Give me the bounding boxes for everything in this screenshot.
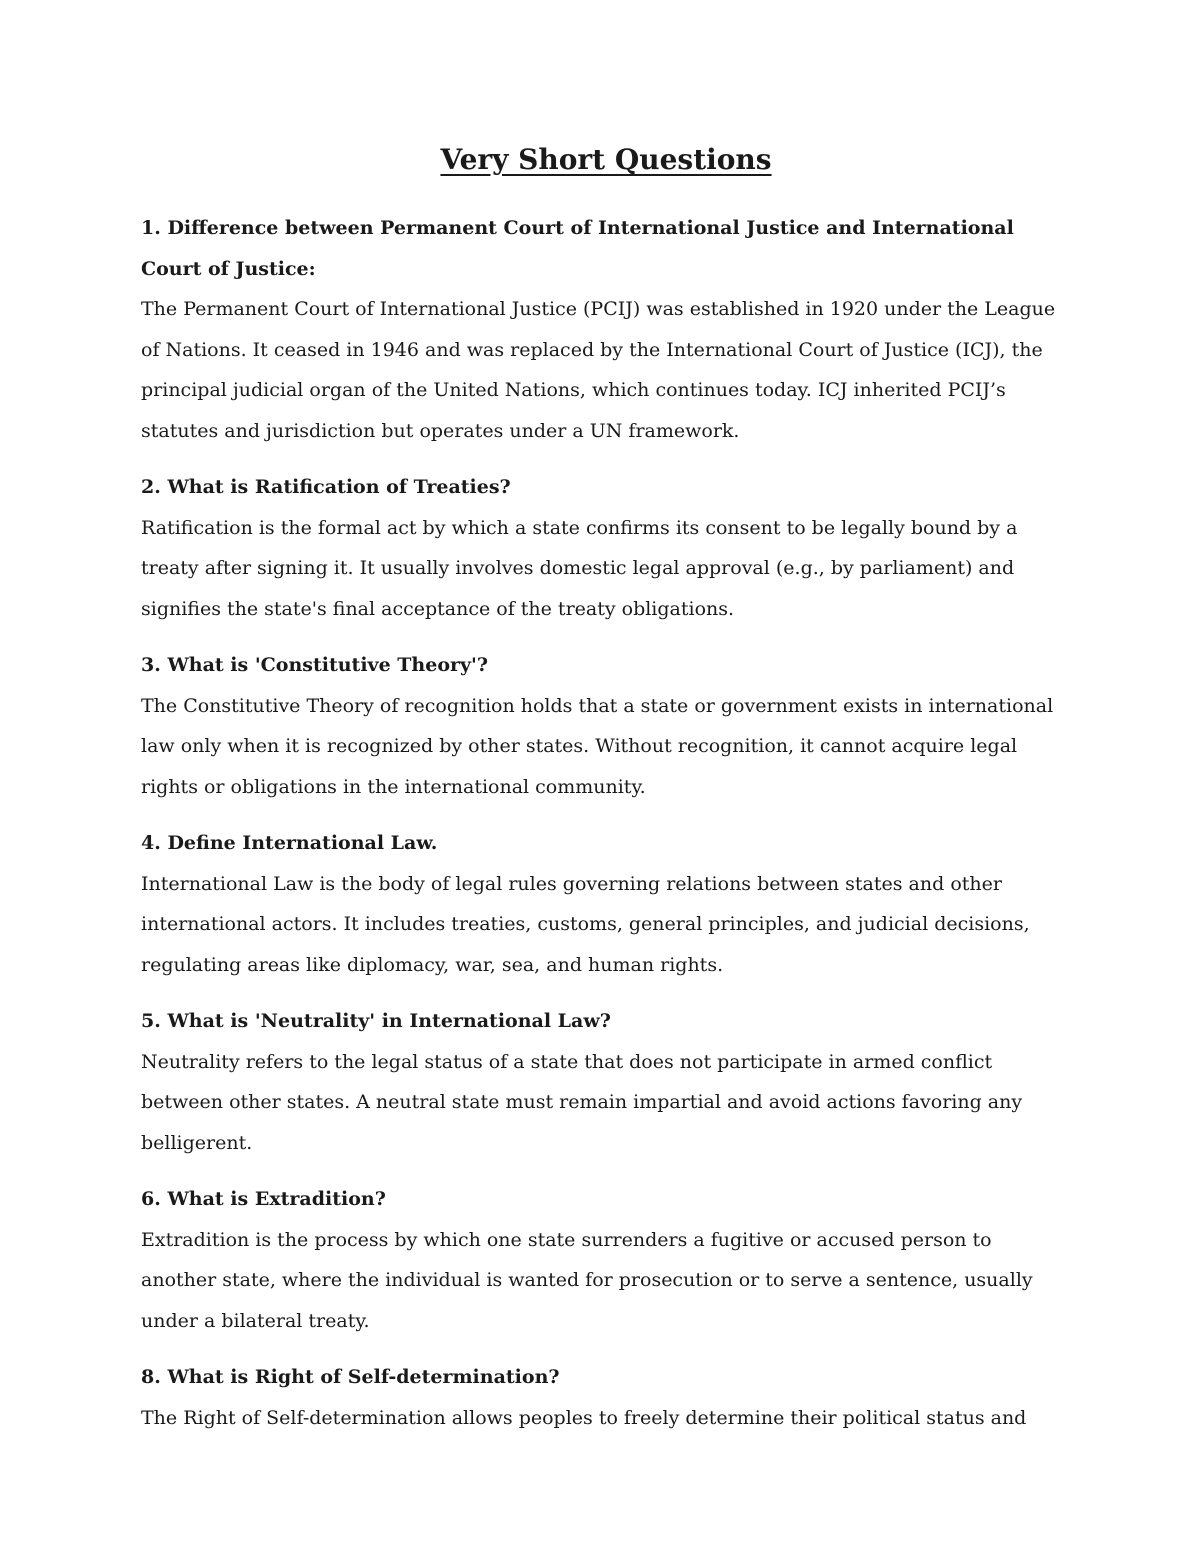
qa-item-5 (141, 1001, 1071, 1163)
answer-text: The Right of Self-determination allows peoples to freely determine their political status and (141, 1406, 1027, 1429)
qa-item-2 (141, 467, 1071, 629)
answer-text: Neutrality refers to the legal status of a state that does not participate in armed conflict between other states. A neutral state must remain impartial and avoid actions favoring any belligerent. (141, 1050, 1023, 1154)
question-text: 3. What is 'Constitutive Theory'? (141, 654, 488, 676)
qa-item-8 (141, 1357, 1071, 1438)
answer-text: International Law is the body of legal rules governing relations between states and other international actors. It includes treaties, customs, general principles, and judicial decisions, regulating areas like diplomacy, war, sea, and human rights. (141, 872, 1030, 976)
document-page (141, 138, 1071, 1454)
qa-item-4 (141, 823, 1071, 985)
answer-text: Ratification is the formal act by which a state confirms its consent to be legally bound by a treaty after signing it. It usually involves domestic legal approval (e.g., by parliament) and signifies the state's final acceptance of the treaty obligations. (141, 516, 1018, 620)
document-title: Very Short Questions (440, 143, 772, 176)
question-text: 4. Define International Law. (141, 832, 438, 854)
question-text: 5. What is 'Neutrality' in International Law? (141, 1010, 611, 1032)
question-text: 1. Difference between Permanent Court of International Justice and International Court of Justice: (141, 217, 1014, 280)
answer-text: Extradition is the process by which one state surrenders a fugitive or accused person to another state, where the individual is wanted for prosecution or to serve a sentence, usually under a bilateral treaty. (141, 1228, 1033, 1332)
answer-text: The Permanent Court of International Justice (PCIJ) was established in 1920 under the League of Nations. It ceased in 1946 and was replaced by the International Court of Justice (ICJ), the principal judicial organ of the United Nations, which continues today. ICJ inherited PCIJ’s statutes and jurisdiction but operates under a UN framework. (141, 298, 1056, 442)
question-text: 6. What is Extradition? (141, 1188, 386, 1210)
answer-text: The Constitutive Theory of recognition holds that a state or government exists in international law only when it is recognized by other states. Without recognition, it cannot acquire legal rights or obligations in the international community. (141, 694, 1054, 798)
question-text: 2. What is Ratification of Treaties? (141, 476, 511, 498)
qa-item-6 (141, 1179, 1071, 1341)
qa-item-1 (141, 208, 1071, 451)
question-text: 8. What is Right of Self-determination? (141, 1366, 560, 1388)
qa-item-3 (141, 645, 1071, 807)
